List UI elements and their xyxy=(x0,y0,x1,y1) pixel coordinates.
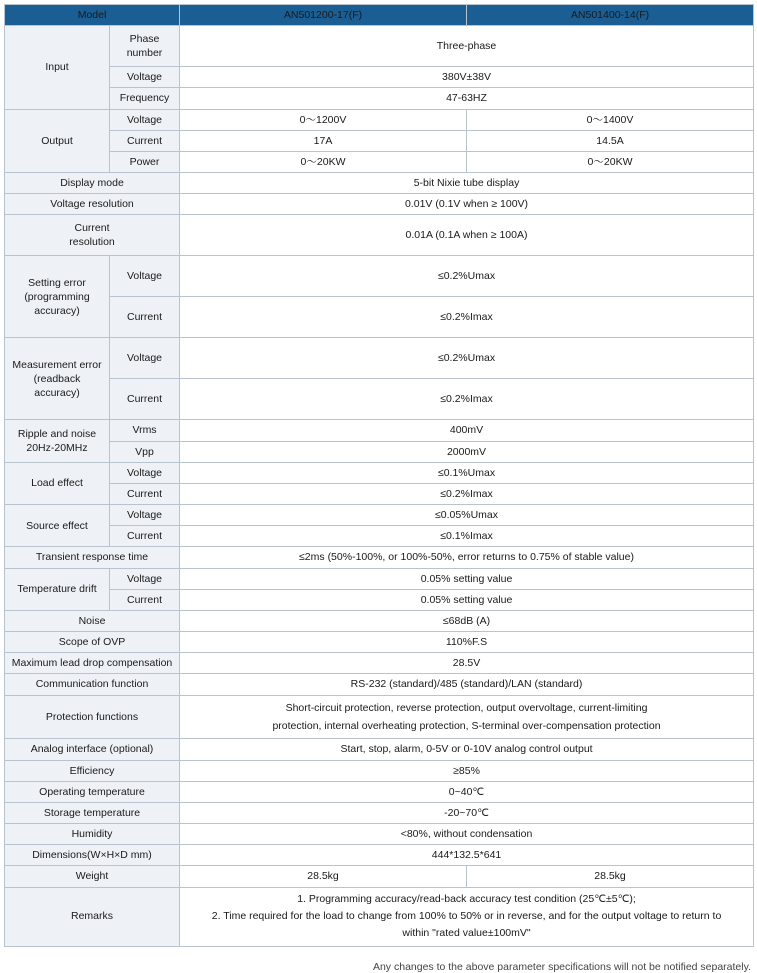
cell-transient-response-value: ≤2ms (50%-100%, or 100%-50%, error returns to 0.75% of stable value) xyxy=(180,547,754,568)
table-row xyxy=(5,26,754,67)
cell-efficiency-value: ≥85% xyxy=(180,760,754,781)
cell-source-effect-current-value: ≤0.1%Imax xyxy=(180,526,754,547)
table-row xyxy=(5,151,754,172)
cell-input-voltage-value: 380V±38V xyxy=(180,67,754,88)
table-row xyxy=(5,256,754,297)
row-label-display-mode: Display mode xyxy=(5,173,180,194)
row-sublabel-output-current: Current xyxy=(110,130,180,151)
cell-setting-error-voltage-value: ≤0.2%Umax xyxy=(180,256,754,297)
row-label-dimensions: Dimensions(W×H×D mm) xyxy=(5,845,180,866)
cell-operating-temperature-value: 0~40℃ xyxy=(180,781,754,802)
table-row xyxy=(5,845,754,866)
column-header-model-b: AN501400-14(F) xyxy=(467,5,754,26)
cell-ripple-vrms-value: 400mV xyxy=(180,420,754,441)
table-row xyxy=(5,610,754,631)
cell-communication-value: RS-232 (standard)/485 (standard)/LAN (standard) xyxy=(180,674,754,695)
cell-output-power-a: 0～20KW xyxy=(180,151,467,172)
row-label-remarks: Remarks xyxy=(5,887,180,946)
cell-load-effect-voltage-value: ≤0.1%Umax xyxy=(180,462,754,483)
row-sublabel-temp-drift-voltage: Voltage xyxy=(110,568,180,589)
table-row xyxy=(5,526,754,547)
table-row xyxy=(5,420,754,441)
remarks-line-1: 1. Programming accuracy/read-back accuracy test condition (25℃±5℃); xyxy=(297,892,636,905)
cell-load-effect-current-value: ≤0.2%Imax xyxy=(180,483,754,504)
cell-temp-drift-current-value: 0.05% setting value xyxy=(180,589,754,610)
remarks-line-2: 2. Time required for the load to change from 100% to 50% or in reverse, and for the output voltage to return to xyxy=(211,909,722,922)
cell-ripple-vpp-value: 2000mV xyxy=(180,441,754,462)
table-row xyxy=(5,887,754,946)
row-sublabel-load-effect-voltage: Voltage xyxy=(110,462,180,483)
table-row xyxy=(5,505,754,526)
row-label-storage-temperature: Storage temperature xyxy=(5,802,180,823)
table-header-row xyxy=(5,5,754,26)
row-sublabel-measurement-error-current: Current xyxy=(110,379,180,420)
remarks-line-3: within "rated value±100mV" xyxy=(402,927,531,940)
row-sublabel-temp-drift-current: Current xyxy=(110,589,180,610)
column-header-model-a: AN501200-17(F) xyxy=(180,5,467,26)
table-body xyxy=(5,26,754,946)
table-row xyxy=(5,589,754,610)
row-sublabel-ripple-vpp: Vpp xyxy=(110,441,180,462)
cell-output-current-a: 17A xyxy=(180,130,467,151)
cell-setting-error-current-value: ≤0.2%Imax xyxy=(180,297,754,338)
row-label-ovp-scope: Scope of OVP xyxy=(5,632,180,653)
row-label-efficiency: Efficiency xyxy=(5,760,180,781)
cell-input-frequency-value: 47-63HZ xyxy=(180,88,754,109)
table-row xyxy=(5,695,754,739)
protection-line-2: protection, internal overheating protection, S-terminal over-compensation protection xyxy=(272,719,661,732)
row-label-measurement-error: Measurement error (readback accuracy) xyxy=(5,338,110,420)
row-sublabel-output-power: Power xyxy=(110,151,180,172)
row-label-current-resolution: Current resolution xyxy=(5,215,180,256)
cell-output-voltage-a: 0～1200V xyxy=(180,109,467,130)
cell-protection-functions-value xyxy=(180,695,754,739)
row-label-load-effect: Load effect xyxy=(5,462,110,504)
cell-weight-b: 28.5kg xyxy=(467,866,754,887)
cell-display-mode-value: 5-bit Nixie tube display xyxy=(180,173,754,194)
table-row xyxy=(5,547,754,568)
row-label-weight: Weight xyxy=(5,866,180,887)
row-label-input: Input xyxy=(5,26,110,109)
table-row xyxy=(5,130,754,151)
row-label-protection-functions: Protection functions xyxy=(5,695,180,739)
row-label-output: Output xyxy=(5,109,110,173)
table-row xyxy=(5,462,754,483)
cell-lead-drop-compensation-value: 28.5V xyxy=(180,653,754,674)
row-sublabel-input-frequency: Frequency xyxy=(110,88,180,109)
table-row xyxy=(5,866,754,887)
table-row xyxy=(5,194,754,215)
cell-temp-drift-voltage-value: 0.05% setting value xyxy=(180,568,754,589)
cell-humidity-value: <80%, without condensation xyxy=(180,824,754,845)
row-label-analog-interface: Analog interface (optional) xyxy=(5,739,180,760)
cell-remarks-value xyxy=(180,887,754,946)
table-row xyxy=(5,88,754,109)
cell-dimensions-value: 444*132.5*641 xyxy=(180,845,754,866)
table-row xyxy=(5,297,754,338)
cell-input-phase-value: Three-phase xyxy=(180,26,754,67)
cell-storage-temperature-value: -20~70℃ xyxy=(180,802,754,823)
specification-table xyxy=(4,4,754,947)
table-row xyxy=(5,215,754,256)
column-header-model: Model xyxy=(5,5,180,26)
table-row xyxy=(5,441,754,462)
cell-measurement-error-current-value: ≤0.2%Imax xyxy=(180,379,754,420)
row-label-lead-drop-compensation: Maximum lead drop compensation xyxy=(5,653,180,674)
cell-current-resolution-value: 0.01A (0.1A when ≥ 100A) xyxy=(180,215,754,256)
table-row xyxy=(5,802,754,823)
row-sublabel-setting-error-current: Current xyxy=(110,297,180,338)
row-sublabel-setting-error-voltage: Voltage xyxy=(110,256,180,297)
table-row xyxy=(5,760,754,781)
table-row xyxy=(5,109,754,130)
row-label-voltage-resolution: Voltage resolution xyxy=(5,194,180,215)
row-sublabel-source-effect-current: Current xyxy=(110,526,180,547)
row-label-transient-response: Transient response time xyxy=(5,547,180,568)
cell-ovp-scope-value: 110%F.S xyxy=(180,632,754,653)
cell-output-voltage-b: 0～1400V xyxy=(467,109,754,130)
cell-analog-interface-value: Start, stop, alarm, 0-5V or 0-10V analog control output xyxy=(180,739,754,760)
cell-noise-value: ≤68dB (A) xyxy=(180,610,754,631)
table-row xyxy=(5,824,754,845)
table-row xyxy=(5,379,754,420)
protection-line-1: Short-circuit protection, reverse protection, output overvoltage, current-limiting xyxy=(285,701,648,714)
row-sublabel-ripple-vrms: Vrms xyxy=(110,420,180,441)
row-sublabel-measurement-error-voltage: Voltage xyxy=(110,338,180,379)
table-row xyxy=(5,674,754,695)
footnote-text: Any changes to the above parameter specifications will not be notified separately. xyxy=(372,960,751,973)
cell-output-current-b: 14.5A xyxy=(467,130,754,151)
cell-voltage-resolution-value: 0.01V (0.1V when ≥ 100V) xyxy=(180,194,754,215)
cell-weight-a: 28.5kg xyxy=(180,866,467,887)
table-row xyxy=(5,653,754,674)
table-row xyxy=(5,173,754,194)
row-label-humidity: Humidity xyxy=(5,824,180,845)
row-label-operating-temperature: Operating temperature xyxy=(5,781,180,802)
row-label-setting-error: Setting error (programming accuracy) xyxy=(5,256,110,338)
row-label-noise: Noise xyxy=(5,610,180,631)
row-label-source-effect: Source effect xyxy=(5,505,110,547)
row-sublabel-source-effect-voltage: Voltage xyxy=(110,505,180,526)
table-row xyxy=(5,632,754,653)
table-row xyxy=(5,67,754,88)
row-sublabel-output-voltage: Voltage xyxy=(110,109,180,130)
cell-measurement-error-voltage-value: ≤0.2%Umax xyxy=(180,338,754,379)
table-row xyxy=(5,338,754,379)
row-sublabel-load-effect-current: Current xyxy=(110,483,180,504)
cell-output-power-b: 0～20KW xyxy=(467,151,754,172)
row-label-temperature-drift: Temperature drift xyxy=(5,568,110,610)
table-header xyxy=(5,5,754,26)
table-row xyxy=(5,568,754,589)
table-row xyxy=(5,739,754,760)
row-label-ripple-noise: Ripple and noise 20Hz-20MHz xyxy=(5,420,110,462)
row-sublabel-input-phase: Phase number xyxy=(110,26,180,67)
cell-source-effect-voltage-value: ≤0.05%Umax xyxy=(180,505,754,526)
row-sublabel-input-voltage: Voltage xyxy=(110,67,180,88)
table-row xyxy=(5,483,754,504)
row-label-communication: Communication function xyxy=(5,674,180,695)
